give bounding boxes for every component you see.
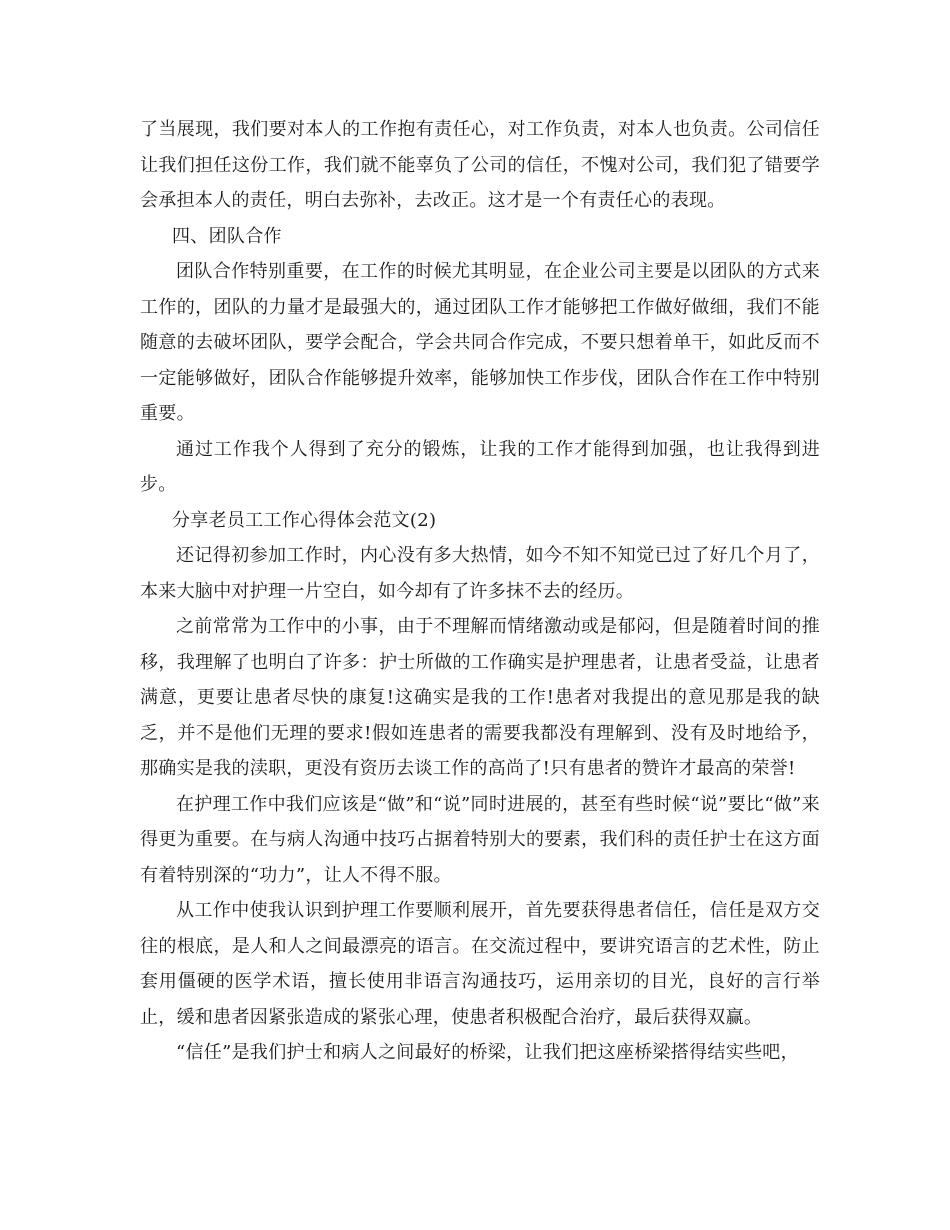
paragraph-first-job: 还记得初参加工作时，内心没有多大热情，如今不知不知觉已过了好几个月了，本来大脑中对护理一片空白，如今却有了许多抹不去的经历。 [140, 545, 820, 602]
paragraph-understanding: 之前常常为工作中的小事，由于不理解而情绪激动或是郁闷，但是随着时间的推移，我理解了也明白了许多：护士所做的工作确实是护理患者，让患者受益，让患者满意，更要让患者尽快的康复!这确实是我的工作!患者对我提出的意见那是我的缺乏，并不是他们无理的要求!假如连患者的需要我都没有理解到、没有及时地给予，那确实是我的渎职，更没有资历去谈工作的高尚了!只有患者的赞许才最高的荣誉! [140, 616, 820, 779]
paragraph-trust: 从工作中使我认识到护理工作要顺利展开，首先要获得患者信任，信任是双方交往的根底，是人和人之间最漂亮的语言。在交流过程中，要讲究语言的艺术性，防止套用僵硬的医学术语，擅长使用非语言沟通技巧，运用亲切的目光，良好的言行举止，缓和患者因紧张造成的紧张心理，使患者积极配合治疗，最后获得双赢。 [140, 900, 820, 1028]
paragraph-do-and-say: 在护理工作中我们应该是“做”和“说”同时进展的，甚至有些时候“说”要比“做”来得更为重要。在与病人沟通中技巧占据着特别大的要素，我们科的责任护士在这方面有着特别深的“功力”，让人不得不服。 [140, 793, 820, 886]
paragraph-teamwork: 团队合作特别重要，在工作的时候尤其明显，在企业公司主要是以团队的方式来工作的，团队的力量才是最强大的，通过团队工作才能够把工作做好做细，我们不能随意的去破坏团队，要学会配合，学会共同合作完成，不要只想着单干，如此反而不一定能够做好，团队合作能够提升效率，能够加快工作步伐，团队合作在工作中特别重要。 [140, 261, 820, 424]
paragraph-responsibility-end: 了当展现，我们要对本人的工作抱有责任心，对工作负责，对本人也负责。公司信任让我们担任这份工作，我们就不能辜负了公司的信任，不愧对公司，我们犯了错要学会承担本人的责任，明白去弥补，去改正。这才是一个有责任心的表现。 [140, 119, 820, 211]
paragraph-bridge: “信任”是我们护士和病人之间最好的桥梁，让我们把这座桥梁搭得结实些吧， [176, 1042, 799, 1063]
section-heading-teamwork: 四、团队合作 [172, 225, 282, 247]
article-title-2: 分享老员工工作心得体会范文(2) [172, 509, 437, 531]
document-page [140, 112, 820, 1071]
paragraph-progress: 通过工作我个人得到了充分的锻炼，让我的工作才能得到加强，也让我得到进步。 [140, 438, 820, 495]
